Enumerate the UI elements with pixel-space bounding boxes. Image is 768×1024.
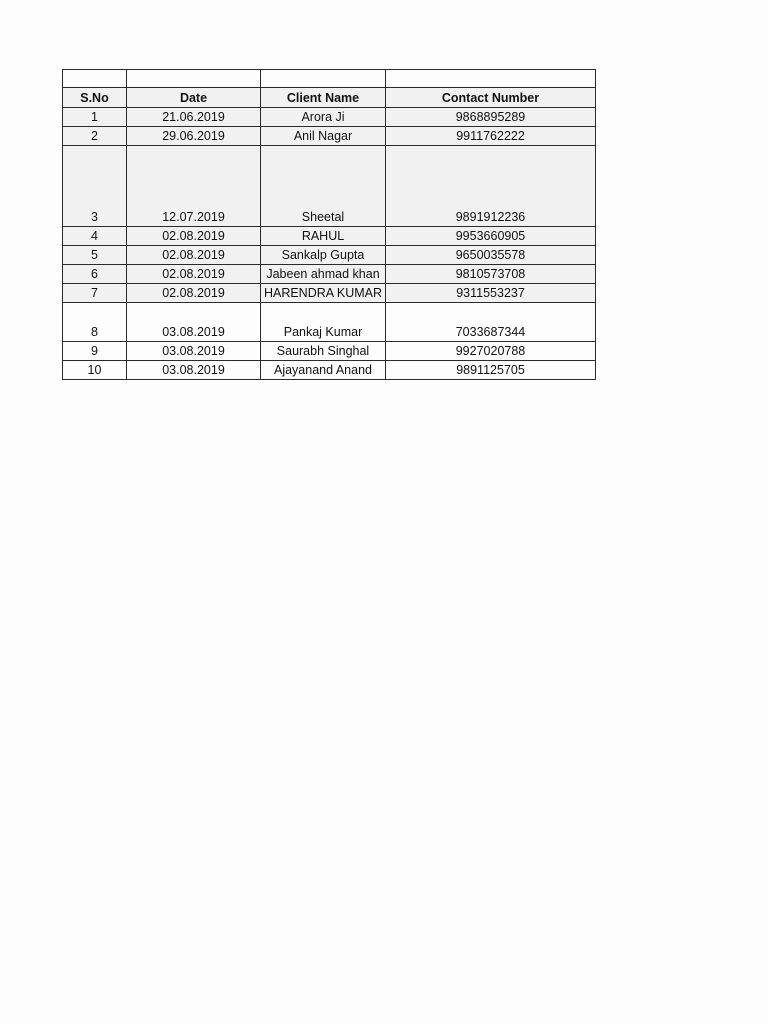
table-row bbox=[63, 284, 596, 303]
blank-cell bbox=[261, 70, 386, 88]
cell-client-name: HARENDRA KUMAR bbox=[261, 284, 386, 303]
header-client-name: Client Name bbox=[261, 88, 386, 108]
cell-date: 21.06.2019 bbox=[127, 108, 261, 127]
table-row bbox=[63, 361, 596, 380]
cell-contact-number: 9868895289 bbox=[386, 108, 596, 127]
cell-date: 02.08.2019 bbox=[127, 246, 261, 265]
cell-sno: 1 bbox=[63, 108, 127, 127]
table-row bbox=[63, 108, 596, 127]
cell-client-name: Ajayanand Anand bbox=[261, 361, 386, 380]
table-row bbox=[63, 146, 596, 227]
cell-contact-number: 9911762222 bbox=[386, 127, 596, 146]
table-row bbox=[63, 127, 596, 146]
cell-date: 03.08.2019 bbox=[127, 361, 261, 380]
cell-date: 12.07.2019 bbox=[127, 146, 261, 227]
cell-date: 02.08.2019 bbox=[127, 284, 261, 303]
table-row bbox=[63, 265, 596, 284]
cell-client-name: Anil Nagar bbox=[261, 127, 386, 146]
cell-sno: 4 bbox=[63, 227, 127, 246]
cell-client-name: Pankaj Kumar bbox=[261, 303, 386, 342]
table-row bbox=[63, 342, 596, 361]
blank-cell bbox=[386, 70, 596, 88]
client-contact-table bbox=[62, 69, 596, 380]
cell-contact-number: 9891125705 bbox=[386, 361, 596, 380]
cell-contact-number: 9953660905 bbox=[386, 227, 596, 246]
cell-date: 29.06.2019 bbox=[127, 127, 261, 146]
cell-date: 03.08.2019 bbox=[127, 342, 261, 361]
cell-contact-number: 9311553237 bbox=[386, 284, 596, 303]
cell-client-name: Jabeen ahmad khan bbox=[261, 265, 386, 284]
cell-client-name: RAHUL bbox=[261, 227, 386, 246]
table-row bbox=[63, 227, 596, 246]
header-sno: S.No bbox=[63, 88, 127, 108]
blank-cell bbox=[127, 70, 261, 88]
cell-date: 02.08.2019 bbox=[127, 227, 261, 246]
cell-client-name: Arora Ji bbox=[261, 108, 386, 127]
cell-sno: 10 bbox=[63, 361, 127, 380]
cell-date: 02.08.2019 bbox=[127, 265, 261, 284]
header-contact-number: Contact Number bbox=[386, 88, 596, 108]
cell-sno: 5 bbox=[63, 246, 127, 265]
table-row bbox=[63, 246, 596, 265]
header-row bbox=[63, 88, 596, 108]
cell-contact-number: 9650035578 bbox=[386, 246, 596, 265]
cell-contact-number: 9810573708 bbox=[386, 265, 596, 284]
cell-client-name: Sankalp Gupta bbox=[261, 246, 386, 265]
cell-contact-number: 7033687344 bbox=[386, 303, 596, 342]
cell-contact-number: 9891912236 bbox=[386, 146, 596, 227]
cell-contact-number: 9927020788 bbox=[386, 342, 596, 361]
cell-sno: 7 bbox=[63, 284, 127, 303]
cell-sno: 9 bbox=[63, 342, 127, 361]
cell-sno: 3 bbox=[63, 146, 127, 227]
table-row bbox=[63, 303, 596, 342]
header-date: Date bbox=[127, 88, 261, 108]
blank-cell bbox=[63, 70, 127, 88]
cell-sno: 8 bbox=[63, 303, 127, 342]
cell-sno: 2 bbox=[63, 127, 127, 146]
cell-date: 03.08.2019 bbox=[127, 303, 261, 342]
blank-row bbox=[63, 70, 596, 88]
cell-client-name: Sheetal bbox=[261, 146, 386, 227]
cell-client-name: Saurabh Singhal bbox=[261, 342, 386, 361]
cell-sno: 6 bbox=[63, 265, 127, 284]
